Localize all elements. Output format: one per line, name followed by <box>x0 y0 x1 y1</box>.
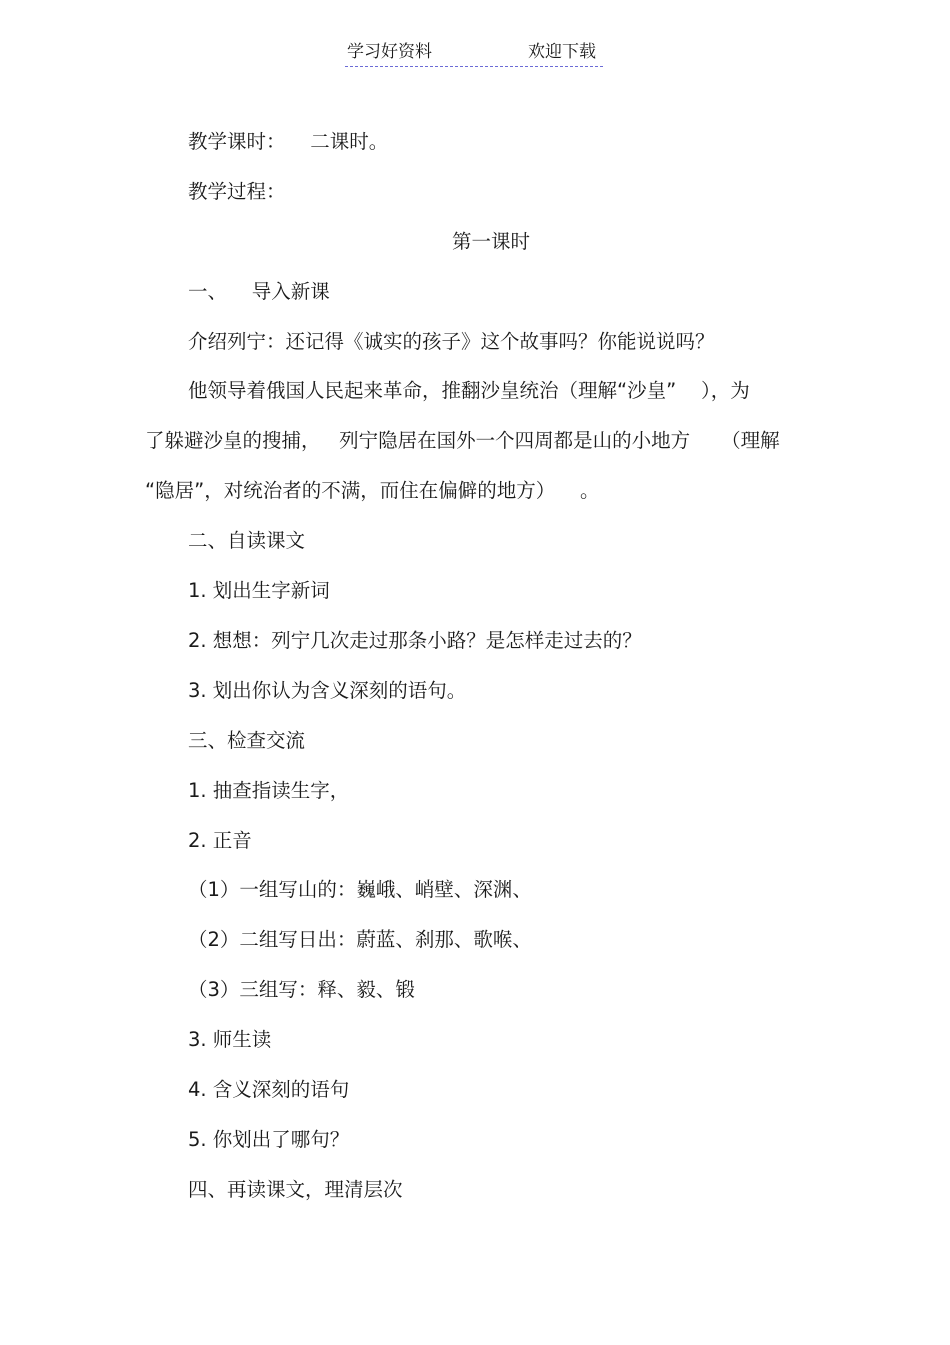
list-item: 1. 划出生字新词 <box>188 579 330 602</box>
list-item: 1. 抽查指读生字， <box>188 779 350 802</box>
list-item: 4. 含义深刻的语句 <box>188 1078 350 1101</box>
sub-list-item: （3）三组写：释、毅、锻 <box>188 978 415 1001</box>
header-left-text: 学习好资料 <box>347 42 432 62</box>
list-item: 2. 想想：列宁几次走过那条小路？是怎样走过去的？ <box>188 629 642 652</box>
intro-paragraph: 介绍列宁：还记得《诚实的孩子》这个故事吗？你能说说吗？ <box>188 330 715 353</box>
step-three-heading: 三、检查交流 <box>188 729 306 752</box>
list-item: 5. 你划出了哪句？ <box>188 1128 350 1151</box>
header-right-text: 欢迎下载 <box>528 42 596 62</box>
page-header <box>345 40 603 67</box>
process-heading: 教学过程： <box>188 180 286 203</box>
step-one-heading: 一、 导入新课 <box>188 280 330 303</box>
sub-list-item: （1）一组写山的：巍峨、峭壁、深渊、 <box>188 878 532 901</box>
list-item: 3. 师生读 <box>188 1028 272 1051</box>
step-four-heading: 四、再读课文，理清层次 <box>188 1178 403 1201</box>
lesson-hours: 教学课时： 二课时。 <box>188 130 389 153</box>
paragraph-line: 他领导着俄国人民起来革命，推翻沙皇统治（理解“沙皇” ），为 <box>188 379 750 402</box>
list-item: 3. 划出你认为含义深刻的语句。 <box>188 679 467 702</box>
paragraph-line: “隐居”，对统治者的不满，而住在偏僻的地方） 。 <box>145 479 600 502</box>
paragraph-line: 了躲避沙皇的搜捕， 列宁隐居在国外一个四周都是山的小地方 （理解 <box>145 429 780 452</box>
step-two-heading: 二、自读课文 <box>188 529 306 552</box>
section-title: 第一课时 <box>452 230 531 253</box>
list-item: 2. 正音 <box>188 829 252 852</box>
sub-list-item: （2）二组写日出：蔚蓝、刹那、歌喉、 <box>188 928 532 951</box>
